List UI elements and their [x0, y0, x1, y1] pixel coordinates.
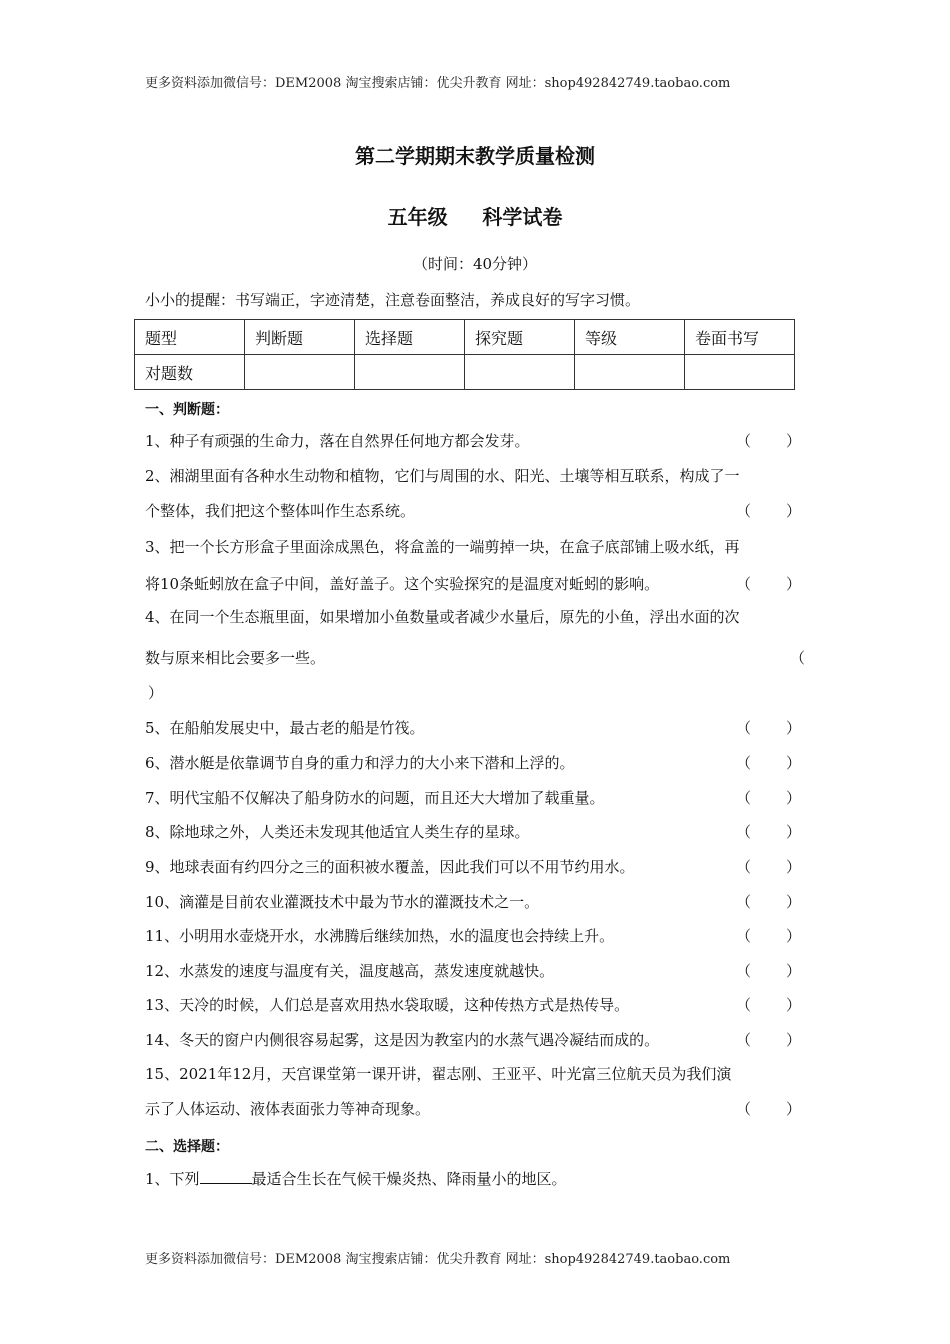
- score-cell-explore[interactable]: [465, 355, 575, 390]
- answer-paren-close: ）: [786, 823, 802, 841]
- answer-slot[interactable]: [752, 960, 784, 978]
- answer-paren-close: ）: [786, 858, 802, 876]
- answer-paren-open: （: [736, 823, 752, 841]
- answer-paren-open: （: [736, 996, 752, 1014]
- question-line: 数与原来相比会要多一些。: [145, 649, 326, 667]
- answer-paren-open: （: [736, 858, 752, 876]
- answer-paren-close: ）: [786, 996, 802, 1014]
- answer-paren-close: ）: [786, 432, 802, 450]
- section-heading-true-false: 一、判断题：: [145, 402, 229, 418]
- answer-paren-open: （: [736, 789, 752, 807]
- question-line: 14、冬天的窗户内侧很容易起雾，这是因为教室内的水蒸气遇冷凝结而成的。: [145, 1031, 660, 1049]
- answer-slot[interactable]: [752, 856, 784, 874]
- answer-paren-close: ）: [786, 719, 802, 737]
- question-line: 7、明代宝船不仅解决了船身防水的问题，而且还大大增加了载重量。: [145, 789, 605, 807]
- question-line: 2、湘湖里面有各种水生动物和植物，它们与周围的水、阳光、土壤等相互联系，构成了一: [145, 467, 740, 485]
- score-cell-handwriting[interactable]: [685, 355, 795, 390]
- answer-slot[interactable]: [752, 821, 784, 839]
- answer-paren-open: （: [736, 575, 752, 593]
- exam-title: 第二学期期末教学质量检测: [355, 144, 595, 168]
- answer-slot[interactable]: [752, 925, 784, 943]
- reminder-text: 小小的提醒：书写端正，字迹清楚，注意卷面整洁，养成良好的写字习惯。: [145, 291, 641, 309]
- answer-paren-open: （: [736, 754, 752, 772]
- answer-paren-close: ）: [786, 502, 802, 520]
- question-line: 11、小明用水壶烧开水，水沸腾后继续加热，水的温度也会持续上升。: [145, 927, 615, 945]
- answer-paren-close: ）: [786, 575, 802, 593]
- answer-paren-close: ）: [786, 1031, 802, 1049]
- header-cell-choice: 选择题: [355, 320, 465, 355]
- answer-slot[interactable]: [752, 787, 784, 805]
- answer-paren-open: （: [736, 432, 752, 450]
- answer-slot[interactable]: [752, 717, 784, 735]
- score-table: [134, 319, 795, 390]
- answer-paren-close: ）: [786, 962, 802, 980]
- choice-question-1-prefix: 1、下列: [145, 1170, 200, 1188]
- answer-paren-open: （: [736, 502, 752, 520]
- answer-paren-close: ）: [786, 1100, 802, 1118]
- exam-subtitle: 五年级 科学试卷: [387, 205, 563, 229]
- page-footer-ad: 更多资料添加微信号：DEM2008 淘宝搜索店铺：优尖升教育 网址：shop492842749.taobao.com: [145, 1252, 731, 1267]
- header-cell-grade: 等级: [575, 320, 685, 355]
- header-cell-judge: 判断题: [245, 320, 355, 355]
- answer-paren-open: （: [736, 1031, 752, 1049]
- answer-paren-close: ）: [786, 927, 802, 945]
- question-line: 5、在船舶发展史中，最古老的船是竹筏。: [145, 719, 425, 737]
- question-line: 3、把一个长方形盒子里面涂成黑色，将盒盖的一端剪掉一块，在盒子底部铺上吸水纸，再: [145, 538, 740, 556]
- answer-paren-close: ）: [148, 684, 164, 702]
- question-line: 6、潜水艇是依靠调节自身的重力和浮力的大小来下潜和上浮的。: [145, 754, 575, 772]
- answer-slot[interactable]: [752, 994, 784, 1012]
- score-cell-choice[interactable]: [355, 355, 465, 390]
- question-line: 10、滴灌是目前农业灌溉技术中最为节水的灌溉技术之一。: [145, 893, 540, 911]
- answer-paren-open: （: [736, 1100, 752, 1118]
- score-cell-grade[interactable]: [575, 355, 685, 390]
- choice-question-1-suffix: 最适合生长在气候干燥炎热、降雨量小的地区。: [251, 1170, 567, 1188]
- question-line: 13、天冷的时候，人们总是喜欢用热水袋取暖，这种传热方式是热传导。: [145, 996, 630, 1014]
- time-note: （时间：40分钟）: [412, 255, 538, 273]
- question-line: 示了人体运动、液体表面张力等神奇现象。: [145, 1100, 431, 1118]
- section-heading-multiple-choice: 二、选择题：: [145, 1139, 229, 1155]
- page-header-ad: 更多资料添加微信号：DEM2008 淘宝搜索店铺：优尖升教育 网址：shop492842749.taobao.com: [145, 76, 731, 91]
- question-line: 8、除地球之外，人类还未发现其他适宜人类生存的星球。: [145, 823, 530, 841]
- answer-paren-close: ）: [786, 754, 802, 772]
- score-cell-judge[interactable]: [245, 355, 355, 390]
- score-table-count-row: [135, 355, 795, 390]
- score-table-header-row: [135, 320, 795, 355]
- question-line: 15、2021年12月，天宫课堂第一课开讲，翟志刚、王亚平、叶光富三位航天员为我们演: [145, 1065, 732, 1083]
- answer-slot[interactable]: [752, 1029, 784, 1047]
- header-cell-type: 题型: [135, 320, 245, 355]
- question-line: 4、在同一个生态瓶里面，如果增加小鱼数量或者减少水量后，原先的小鱼，浮出水面的次: [145, 608, 740, 626]
- answer-paren-open: （: [736, 893, 752, 911]
- answer-slot[interactable]: [752, 1098, 784, 1116]
- question-line: 9、地球表面有约四分之三的面积被水覆盖，因此我们可以不用节约用水。: [145, 858, 635, 876]
- question-line: 12、水蒸发的速度与温度有关，温度越高，蒸发速度就越快。: [145, 962, 555, 980]
- row-label-correct-count: 对题数: [135, 355, 245, 390]
- answer-slot[interactable]: [752, 573, 784, 591]
- choice-question-1: [145, 1168, 567, 1189]
- header-cell-handwriting: 卷面书写: [685, 320, 795, 355]
- answer-slot[interactable]: [752, 430, 784, 448]
- answer-paren-close: ）: [786, 789, 802, 807]
- answer-blank[interactable]: [200, 1169, 252, 1184]
- answer-slot[interactable]: [752, 752, 784, 770]
- answer-slot[interactable]: [752, 500, 784, 518]
- answer-slot[interactable]: [752, 891, 784, 909]
- answer-paren-open: （: [736, 962, 752, 980]
- answer-paren-open: （: [736, 719, 752, 737]
- question-line: 1、种子有顽强的生命力，落在自然界任何地方都会发芽。: [145, 432, 530, 450]
- answer-paren-open: （: [736, 927, 752, 945]
- answer-paren-open: （: [790, 649, 806, 667]
- header-cell-explore: 探究题: [465, 320, 575, 355]
- question-line: 将10条蚯蚓放在盒子中间，盖好盖子。这个实验探究的是温度对蚯蚓的影响。: [145, 575, 660, 593]
- question-line: 个整体，我们把这个整体叫作生态系统。: [145, 502, 416, 520]
- answer-paren-close: ）: [786, 893, 802, 911]
